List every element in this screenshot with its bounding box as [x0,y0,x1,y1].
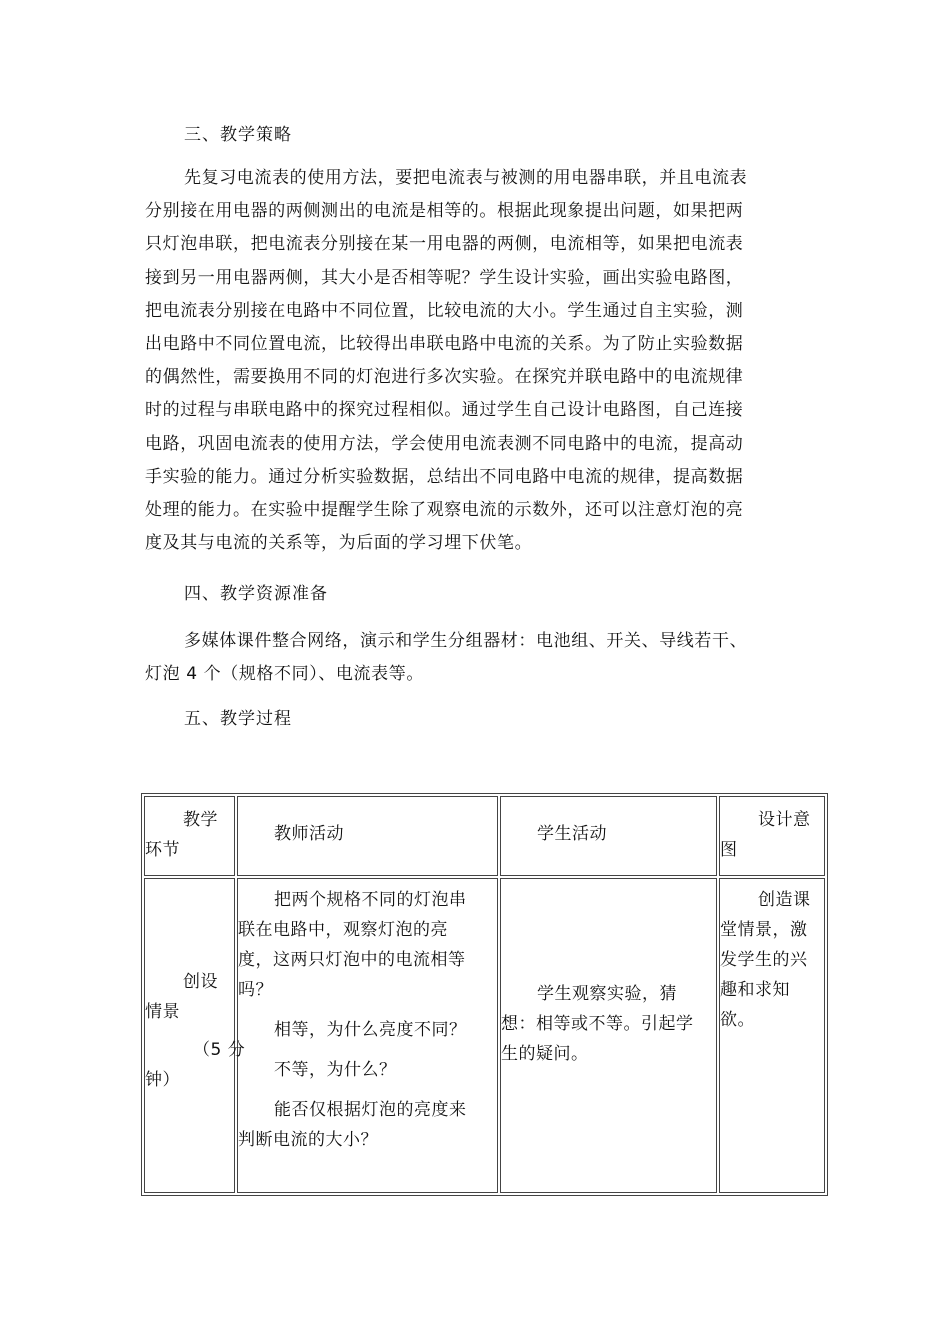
strategy-line: 的偶然性，需要换用不同的灯泡进行多次实验。在探究并联电路中的电流规律 [145,367,744,388]
strategy-line: 处理的能力。在实验中提醒学生除了观察电流的示数外，还可以注意灯泡的亮 [145,500,744,521]
resources-line: 灯泡 4 个（规格不同）、电流表等。 [145,664,424,685]
stage-cell: 创设 情景 （5 分 钟） [144,878,235,1193]
header-teacher: 教师活动 [237,796,498,876]
strategy-line: 接到另一用电器两侧，其大小是否相等呢？学生设计实验，画出实验电路图， [145,267,744,288]
strategy-line: 先复习电流表的使用方法，要把电流表与被测的用电器串联，并且电流表 [184,168,748,188]
strategy-heading: 三、教学策略 [184,125,292,145]
student-activity-cell: 学生观察实验，猜 想：相等或不等。引起学 生的疑问。 [500,878,717,1193]
resources-paragraph [145,625,805,691]
teacher-activity-cell: 把两个规格不同的灯泡串 联在电路中，观察灯泡的亮 度，这两只灯泡中的电流相等 吗？ 相等，为什么亮度不同？ 不等，为什么？ 能否仅根据灯泡的亮度来 判断电流的大小？ [237,878,498,1193]
strategy-line: 电路，巩固电流表的使用方法，学会使用电流表测不同电路中的电流，提高动 [145,433,744,454]
strategy-line: 把电流表分别接在电路中不同位置，比较电流的大小。学生通过自主实验，测 [145,300,744,321]
design-intent-cell: 创造课 堂情景，激 发学生的兴 趣和求知 欲。 [719,878,825,1193]
strategy-line: 度及其与电流的关系等，为后面的学习埋下伏笔。 [145,533,533,554]
table-header-row [144,796,825,876]
strategy-line: 分别接在用电器的两侧测出的电流是相等的。根据此现象提出问题，如果把两 [145,201,744,222]
resources-heading: 四、教学资源准备 [184,584,328,604]
table-row [144,878,825,1193]
header-student: 学生活动 [500,796,717,876]
header-intent: 设计意 图 [719,796,825,876]
strategy-line: 时的过程与串联电路中的探究过程相似。通过学生自己设计电路图，自己连接 [145,400,744,421]
strategy-line: 只灯泡串联，把电流表分别接在某一用电器的两侧，电流相等，如果把电流表 [145,234,744,255]
teaching-process-table [141,793,828,1196]
strategy-line: 出电路中不同位置电流，比较得出串联电路中电流的关系。为了防止实验数据 [145,334,744,355]
strategy-line: 手实验的能力。通过分析实验数据，总结出不同电路中电流的规律，提高数据 [145,466,744,487]
process-heading: 五、教学过程 [184,709,292,729]
strategy-paragraph [145,162,805,560]
header-stage: 教学 环节 [144,796,235,876]
resources-line: 多媒体课件整合网络，演示和学生分组器材：电池组、开关、导线若干、 [184,631,748,651]
